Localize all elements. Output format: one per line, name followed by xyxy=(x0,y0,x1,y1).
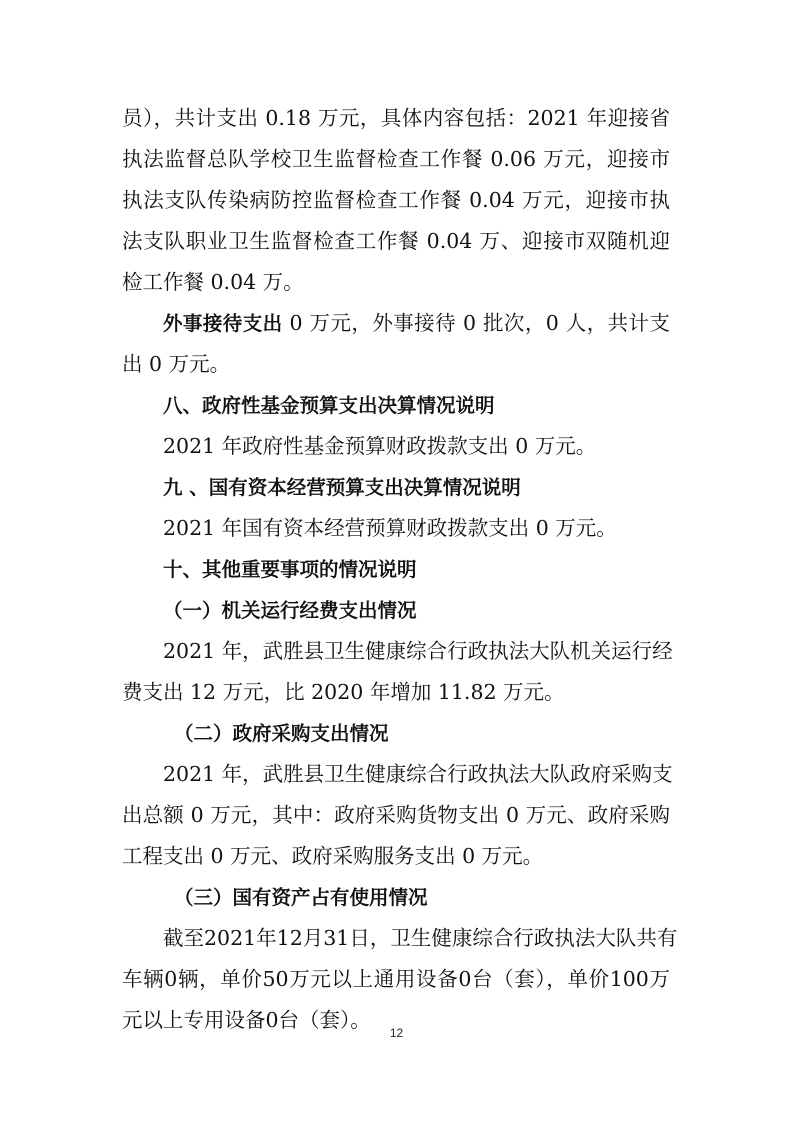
section-heading-10: 十、其他重要事项的情况说明 xyxy=(163,558,417,581)
paragraph-line: 出总额 0 万元，其中：政府采购货物支出 0 万元、政府采购 xyxy=(122,803,670,827)
paragraph-line: 出 0 万元。 xyxy=(122,352,231,376)
foreign-reception-line xyxy=(122,303,670,344)
paragraph-line: 检工作餐 0.04 万。 xyxy=(122,270,304,294)
paragraph-line: 车辆0辆，单价50万元以上通用设备0台（套），单价100万 xyxy=(122,967,670,991)
page-number: 12 xyxy=(389,1026,404,1040)
paragraph-line: 执法监督总队学校卫生监督检查工作餐 0.06 万元，迎接市 xyxy=(122,147,670,171)
paragraph-line: 费支出 12 万元，比 2020 年增加 11.82 万元。 xyxy=(122,680,565,704)
paragraph-line: 2021 年政府性基金预算财政拨款支出 0 万元。 xyxy=(163,434,597,458)
paragraph-line: 2021 年，武胜县卫生健康综合行政执法大队政府采购支 xyxy=(163,762,673,786)
paragraph-line: 2021 年，武胜县卫生健康综合行政执法大队机关运行经 xyxy=(163,639,673,663)
paragraph-line: 执法支队传染病防控监督检查工作餐 0.04 万元，迎接市执 xyxy=(122,188,670,212)
subsection-heading-10-2: （二）政府采购支出情况 xyxy=(174,722,389,745)
section-heading-9: 九 、国有资本经营预算支出决算情况说明 xyxy=(163,476,521,499)
paragraph-line: 元以上专用设备0台（套）。 xyxy=(122,1008,371,1032)
paragraph-line: 截至2021年12月31日，卫生健康综合行政执法大队共有 xyxy=(163,926,678,950)
section-heading-8: 八、政府性基金预算支出决算情况说明 xyxy=(163,394,495,417)
paragraph-line: 法支队职业卫生监督检查工作餐 0.04 万、迎接市双随机迎 xyxy=(122,229,670,253)
subsection-heading-10-1: （一）机关运行经费支出情况 xyxy=(163,599,417,622)
paragraph-line: 工程支出 0 万元、政府采购服务支出 0 万元。 xyxy=(122,844,544,868)
paragraph-line: 员），共计支出 0.18 万元，具体内容包括：2021 年迎接省 xyxy=(122,106,670,130)
subsection-heading-10-3: （三）国有资产占有使用情况 xyxy=(174,886,428,909)
foreign-reception-text: 0 万元，外事接待 0 批次，0 人，共计支 xyxy=(282,311,670,335)
paragraph-line: 2021 年国有资本经营预算财政拨款支出 0 万元。 xyxy=(163,516,617,540)
page-body xyxy=(122,98,678,1041)
foreign-reception-label: 外事接待支出 xyxy=(163,312,283,335)
